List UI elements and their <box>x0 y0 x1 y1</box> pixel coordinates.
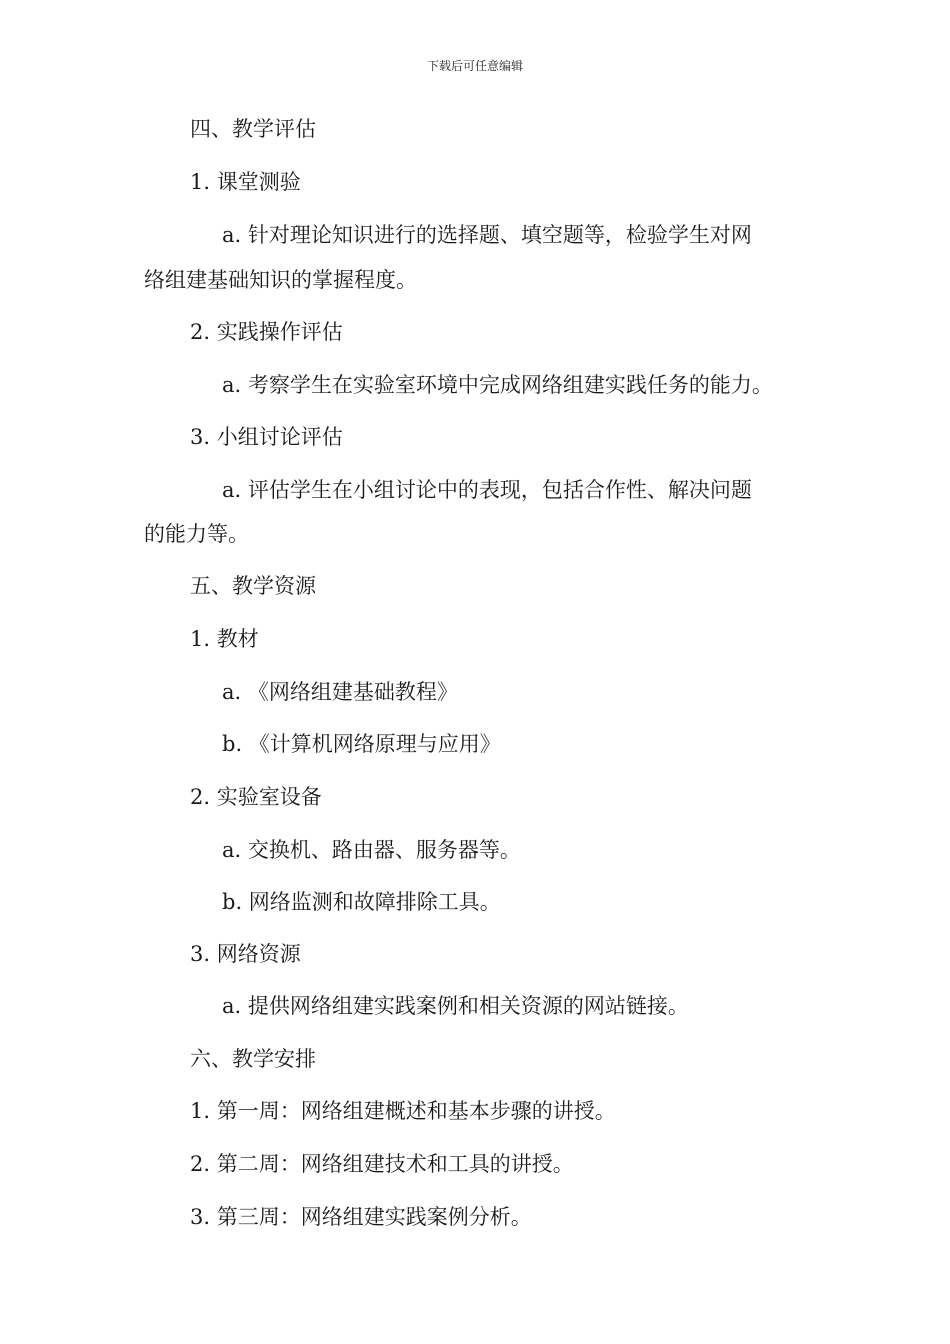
list-item: a. 评估学生在小组讨论中的表现，包括合作性、解决问题 <box>222 478 752 502</box>
list-item: 2. 实践操作评估 <box>190 320 343 344</box>
list-item: b. 《计算机网络原理与应用》 <box>222 732 501 756</box>
section-heading-evaluation: 四、教学评估 <box>190 117 316 141</box>
list-item: 3. 第三周：网络组建实践案例分析。 <box>190 1205 532 1229</box>
list-item: 3. 小组讨论评估 <box>190 425 343 449</box>
list-item: a. 《网络组建基础教程》 <box>222 680 458 704</box>
section-heading-schedule: 六、教学安排 <box>190 1047 316 1071</box>
list-item: 1. 第一周：网络组建概述和基本步骤的讲授。 <box>190 1099 616 1123</box>
list-item-continuation: 的能力等。 <box>144 522 249 546</box>
list-item: 2. 第二周：网络组建技术和工具的讲授。 <box>190 1152 574 1176</box>
list-item: 2. 实验室设备 <box>190 785 322 809</box>
page-header: 下载后可任意编辑 <box>426 59 523 73</box>
list-item: 3. 网络资源 <box>190 942 301 966</box>
list-item: a. 针对理论知识进行的选择题、填空题等，检验学生对网 <box>222 223 752 247</box>
list-item: a. 考察学生在实验室环境中完成网络组建实践任务的能力。 <box>222 373 773 397</box>
section-heading-resources: 五、教学资源 <box>190 574 316 598</box>
list-item: 1. 课堂测验 <box>190 170 301 194</box>
list-item: a. 交换机、路由器、服务器等。 <box>222 838 521 862</box>
list-item: b. 网络监测和故障排除工具。 <box>222 890 501 914</box>
list-item: 1. 教材 <box>190 627 259 651</box>
list-item-continuation: 络组建基础知识的掌握程度。 <box>144 268 417 292</box>
list-item: a. 提供网络组建实践案例和相关资源的网站链接。 <box>222 994 689 1018</box>
